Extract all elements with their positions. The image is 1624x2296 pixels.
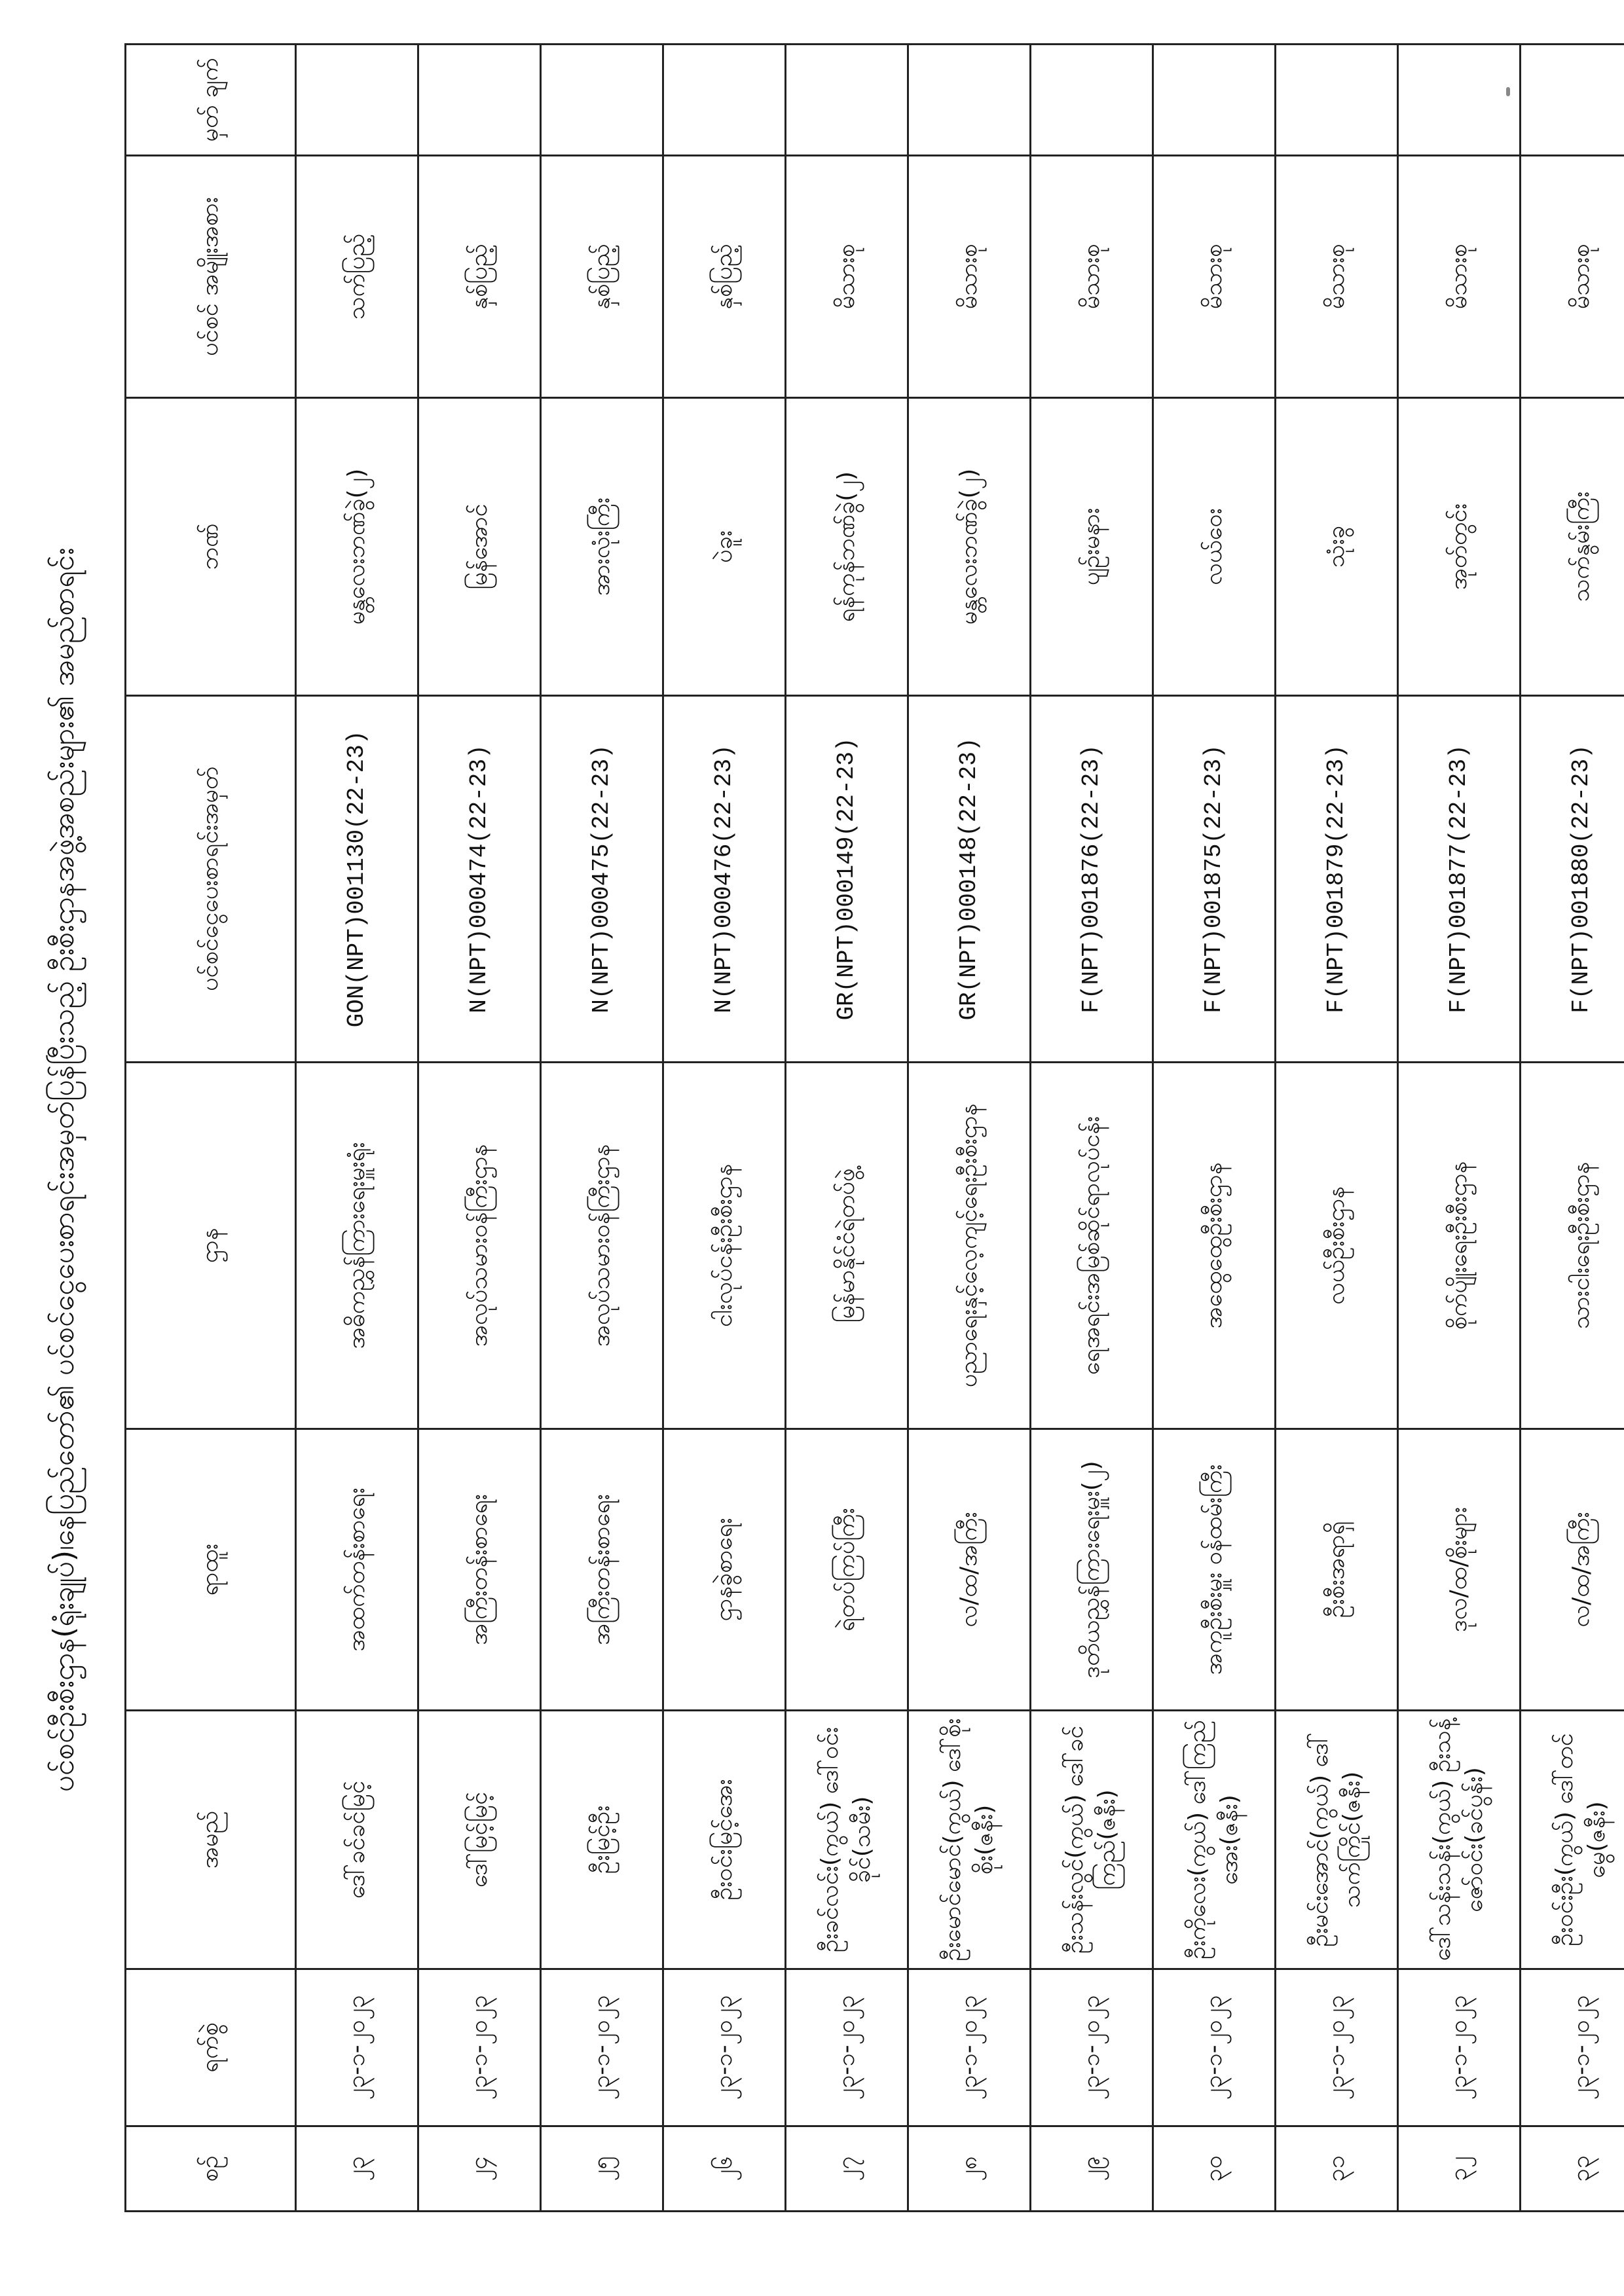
cell-date: ၂၃-၁-၂၀၂၃ (541, 1969, 663, 2126)
cell-pension-no: GR(NPT)000149(22-23) (786, 696, 908, 1063)
cell-date: ၂၃-၁-၂၀၂၃ (1031, 1969, 1153, 2126)
table-row (541, 45, 663, 2212)
cell-no: ၂၅ (541, 2126, 663, 2212)
header-dept: ဌာန (126, 1063, 296, 1429)
cell-remark (1398, 45, 1521, 156)
cell-pension-no: N(NPT)000474(22-23) (418, 696, 541, 1063)
cell-date: ၂၃-၁-၂၀၂၃ (786, 1969, 908, 2126)
cell-name: ဒေါ်သန်းသန်း(ကွယ်) ဦးသန့်ဇော်ဝင်း(ခင်ပွန်း) (1398, 1711, 1521, 1969)
cell-pension-type: နှစ်ပြည့် (663, 156, 786, 398)
cell-no: ၂၈ (908, 2126, 1031, 2212)
scan-mark (1506, 87, 1510, 96)
cell-pension-no: GR(NPT)000148(22-23) (908, 696, 1031, 1063)
cell-pension-no: F(NPT)001875(22-23) (1153, 696, 1276, 1063)
cell-name: ဦးမင်းအောင်(ကွယ်) ဒေါ်သက်ကြိုင်(ဇနီး) (1276, 1711, 1398, 1969)
cell-remark (663, 45, 786, 156)
cell-remark (541, 45, 663, 156)
header-pension-type: ပင်စင် အမျိုးအစား (126, 156, 296, 398)
cell-date: ၂၃-၁-၂၀၂၃ (296, 1969, 418, 2126)
table-row (1153, 45, 1276, 2212)
cell-date: ၂၃-၁-၂၀၂၃ (908, 1969, 1031, 2126)
table-row (663, 45, 786, 2212)
cell-name: ဦးဝင်းမြင့်အေး (663, 1711, 786, 1969)
cell-remark (1276, 45, 1398, 156)
cell-name: ဒေါ်ခင်ခင်မြင့် (296, 1711, 418, 1969)
cell-name: ဦးကိုလေး(ကွယ်) ဒေါ်ကြည်အေး(ဇနီး) (1153, 1711, 1276, 1969)
cell-pension-no: N(NPT)000475(22-23) (541, 696, 663, 1063)
cell-pension-type: နှစ်ပြည့် (418, 156, 541, 398)
cell-dept: အလုပ်သမားဝန်ကြီးဌာန (418, 1063, 541, 1429)
table-row (1276, 45, 1398, 2212)
cell-township: သက်နွမ်းကြီး (1521, 398, 1624, 696)
cell-township: လယ်ဝေး (1153, 398, 1276, 696)
cell-name: ဦးခင်လင်း(ကွယ်) ဒေါ်ဝင်းခိုင်(သမီး) (786, 1711, 908, 1969)
cell-township: သုံးခွ (1276, 398, 1398, 696)
cell-date: ၂၃-၁-၂၀၂၃ (1276, 1969, 1398, 2126)
cell-township: ပဲခူး (663, 398, 786, 696)
cell-dept: အထွေထွေဦးစီးဌာန (1153, 1063, 1276, 1429)
cell-no: ၃၂ (1398, 2126, 1521, 2212)
cell-township: မြန်အောင် (418, 398, 541, 696)
cell-township: မန္တလေးဘဏ်ခွဲ(၂) (908, 398, 1031, 696)
cell-date: ၂၃-၁-၂၀၂၃ (1521, 1969, 1624, 2126)
cell-rank: အထက်တန်းစာရေး (296, 1429, 418, 1711)
cell-pension-no: F(NPT)001880(22-23) (1521, 696, 1624, 1063)
cell-pension-type: မိသားစု (1398, 156, 1521, 398)
header-pension-no: ပင်စင်ငွေပေးစာရင်းအမှတ် (126, 696, 296, 1063)
cell-pension-no: GON(NPT)001130(22-23) (296, 696, 418, 1063)
cell-dept: မြန်မာနိုင်ငံရဲတပ်ဖွဲ့ (786, 1063, 908, 1429)
header-name: အမည် (126, 1711, 296, 1969)
cell-pension-type: မိသားစု (1153, 156, 1276, 398)
header-township: ဘဏ် (126, 398, 296, 696)
cell-township: အုတ်တွင်း (1398, 398, 1521, 696)
cell-no: ၂၉ (1031, 2126, 1153, 2212)
cell-name: ဦးမြင့်ဦး (541, 1711, 663, 1969)
cell-rank: အကြီးတန်းစာရေး (418, 1429, 541, 1711)
cell-township: အားလုံးကြီး (541, 398, 663, 696)
cell-rank: ဒုလ/ထ/စိုးများ (1398, 1429, 1521, 1711)
cell-pension-no: F(NPT)001877(22-23) (1398, 696, 1521, 1063)
cell-name: ဦးဝင်းဦး(ကွယ်) ဒေါ်တင်မွေ(ဇနီး) (1521, 1711, 1624, 1969)
cell-remark (418, 45, 541, 156)
cell-rank: အကြီးတန်းစာရေး (541, 1429, 663, 1711)
cell-township: ပျဉ်းမနား (1031, 398, 1153, 696)
cell-rank: လ/ထ/အကြီး (908, 1429, 1031, 1711)
cell-township: မန္တလေးဘဏ်ခွဲ(၂) (296, 398, 418, 696)
cell-rank: ရဲတပ်ကြပ်ကြီး (786, 1429, 908, 1711)
cell-dept: ငါးလုပ်ငန်းဦးစီးဌာန (663, 1063, 786, 1429)
cell-no: ၂၃ (296, 2126, 418, 2212)
cell-no: ၂၇ (786, 2126, 908, 2212)
cell-dept: လယ်ဦးစီးဌာန (1276, 1063, 1398, 1429)
cell-date: ၂၃-၁-၂၀၂၃ (663, 1969, 786, 2126)
cell-dept: အဓိကညွှန်ကြားရေးမှူးရုံး (296, 1063, 418, 1429)
header-no: စဉ် (126, 2126, 296, 2212)
cell-remark (1031, 45, 1153, 156)
cell-pension-type: သက်ပြည့် (296, 156, 418, 398)
cell-remark (908, 45, 1031, 156)
cell-rank: ဌာနခွဲစာရေး (663, 1429, 786, 1711)
cell-dept: သားငါးရေးဦးစီးဌာန (1521, 1063, 1624, 1429)
cell-rank: ဒုတိယညွှန်ကြားရေးမှူး(၂) (1031, 1429, 1153, 1711)
cell-remark (296, 45, 418, 156)
table-row (786, 45, 908, 2212)
cell-pension-no: F(NPT)001879(22-23) (1276, 696, 1398, 1063)
cell-name: ဒေါ်မြင့်မြင့် (418, 1711, 541, 1969)
cell-date: ၂၃-၁-၂၀၂၃ (1153, 1969, 1276, 2126)
table-row (418, 45, 541, 2212)
table-row (1521, 45, 1624, 2212)
document-title: ပင်စင်ဦးစီးဌာန(ရုံးချုပ်)၊နေပြည်တော်၏ ပင်စင်ငွေပေးစာရင်းအမှတ်ပြန်ပြီးသည့် ဦးစီးဌာနအဖွဲ့အစည်းများ၏ အမည်စာရင်း (47, 547, 81, 1793)
cell-rank: လ/ထ/အကြီး (1521, 1429, 1624, 1711)
cell-dept: စိုက်ပျိုးရေးဦးစီးဌာန (1398, 1063, 1521, 1429)
header-row (126, 45, 296, 2212)
cell-dept: အလုပ်သမားဝန်ကြီးဌာန (541, 1063, 663, 1429)
table-row (1031, 45, 1153, 2212)
cell-pension-type: မိသားစု (1276, 156, 1398, 398)
cell-rank: ဦးစီးအရာရှိ (1276, 1429, 1398, 1711)
cell-pension-type: နှစ်ပြည့် (541, 156, 663, 398)
table-row (296, 45, 418, 2212)
cell-no: ၂၆ (663, 2126, 786, 2212)
cell-name: ဦးမောင်မောင်(ကွယ်) ဒေါ်စိုးစိုး(ဇနီး) (908, 1711, 1031, 1969)
cell-dept: ရေအရင်းအမြစ်ဆိုင်ရာလုပ်ငန်း (1031, 1063, 1153, 1429)
cell-dept: ပညာရေးနှင့်လေ့ကျင့်ရေးဦးစီးဌာန (908, 1063, 1031, 1429)
cell-remark (1153, 45, 1276, 156)
cell-pension-type: မိသားစု (786, 156, 908, 398)
cell-rank: အကူဦးစီးမှူး ဝန်ထမ်းကြီး (1153, 1429, 1276, 1711)
cell-name: ဦးသန်းလွင်(ကွယ်) ဒေါ်ခင်ကြည်(ဇနီး) (1031, 1711, 1153, 1969)
pension-register-table (124, 43, 1624, 2212)
header-remark: မှတ် ချက် (126, 45, 296, 156)
table-row (908, 45, 1031, 2212)
cell-no: ၃၃ (1521, 2126, 1624, 2212)
header-date: ရက်စွဲ (126, 1969, 296, 2126)
cell-pension-no: N(NPT)000476(22-23) (663, 696, 786, 1063)
cell-pension-no: F(NPT)001876(22-23) (1031, 696, 1153, 1063)
cell-pension-type: မိသားစု (908, 156, 1031, 398)
table-row (1398, 45, 1521, 2212)
cell-date: ၂၃-၁-၂၀၂၃ (1398, 1969, 1521, 2126)
table-body (296, 45, 1624, 2212)
cell-pension-type: မိသားစု (1031, 156, 1153, 398)
cell-township: ရန်ကုန်ဘဏ်ခွဲ(၂) (786, 398, 908, 696)
cell-pension-type: မိသားစု (1521, 156, 1624, 398)
cell-no: ၃၀ (1153, 2126, 1276, 2212)
cell-remark (1521, 45, 1624, 156)
header-rank: ရာထူး (126, 1429, 296, 1711)
cell-no: ၂၄ (418, 2126, 541, 2212)
cell-date: ၂၃-၁-၂၀၂၃ (418, 1969, 541, 2126)
cell-no: ၃၁ (1276, 2126, 1398, 2212)
cell-remark (786, 45, 908, 156)
